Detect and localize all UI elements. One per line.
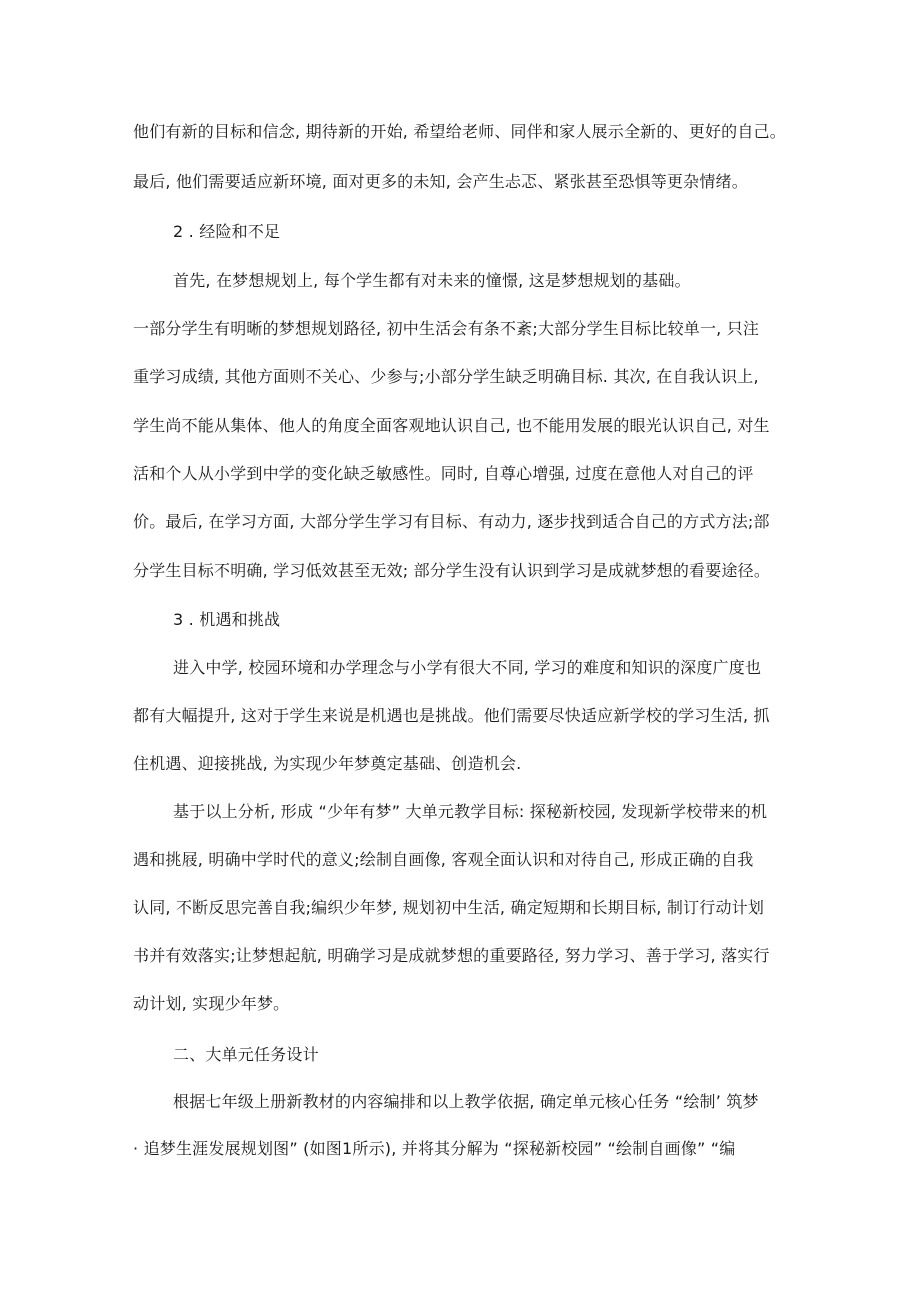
text-line: 一部分学生有明晰的梦想规划路径, 初中生活会有条不紊;大部分学生目标比较单一, 只注 <box>133 319 760 338</box>
text-line: 进入中学, 校园环境和办学理念与小学有很大不同, 学习的难度和知识的深度广度也 <box>173 658 762 677</box>
text-line: 重学习成绩, 其他方面则不关心、少参与;小部分学生缺乏明确目标. 其次, 在自我认识上, <box>133 367 759 386</box>
text-line: 住机遇、迎接挑战, 为实现少年梦奠定基础、创造机会. <box>133 754 522 773</box>
text-line: 活和个人从小学到中学的变化缺乏敏感性。同时, 自尊心增强, 过度在意他人对自己的评 <box>133 464 754 483</box>
section-heading: 2 . 经险和不足 <box>173 222 281 241</box>
text-line: · 追梦生涯发展规划图” (如图1所示), 并将其分解为 “探秘新校园” “绘制自画像” “编 <box>133 1139 736 1158</box>
text-line: 分学生目标不明确, 学习低效甚至无效; 部分学生没有认识到学习是成就梦想的看要途径。 <box>133 561 771 580</box>
section-heading: 二、大单元任务设计 <box>173 1045 319 1064</box>
section-heading: 3 . 机遇和挑战 <box>173 610 281 629</box>
text-line: 动计划, 实现少年梦。 <box>133 994 290 1013</box>
text-line: 他们有新的目标和信念, 期待新的开始, 希望给老师、同伴和家人展示全新的、更好的自己。 <box>133 122 786 141</box>
text-line: 基于以上分析, 形成 “少年有梦” 大单元教学目标: 探秘新校园, 发现新学校带来的机 <box>173 802 768 821</box>
text-line: 学生尚不能从集体、他人的角度全面客观地认识自己, 也不能用发展的眼光认识自己, 对生 <box>133 416 770 435</box>
text-line: 价。最后, 在学习方面, 大部分学生学习有目标、有动力, 逐步找到适合自己的方式方法;部 <box>133 512 770 531</box>
text-line: 首先, 在梦想规划上, 每个学生都有对未来的憧憬, 这是梦想规划的基础。 <box>173 271 691 290</box>
text-line: 遇和挑屐, 明确中学时代的意义;绘制自画像, 客观全面认识和对待自己, 形成正确的自我 <box>133 850 754 869</box>
text-line: 认同, 不断反思完善自我;编织少年梦, 规划初中生活, 确定短期和长期目标, 制订行动计划 <box>133 898 765 917</box>
text-line: 根据七年级上册新教材的内容编排和以上教学依据, 确定单元核心任务 “绘制’ 筑梦 <box>173 1092 759 1111</box>
text-line: 都有大幅提升, 这对于学生来说是机遇也是挑战。他们需要尽快适应新学校的学习生活, 抓 <box>133 706 770 725</box>
text-line: 最后, 他们需要适应新环境, 面对更多的未知, 会产生忐忑、紧张甚至恐惧等更杂情绪。 <box>133 172 748 191</box>
text-line: 书并有效落实;让梦想起航, 明确学习是成就梦想的重要路径, 努力学习、善于学习, 落实行 <box>133 946 770 965</box>
